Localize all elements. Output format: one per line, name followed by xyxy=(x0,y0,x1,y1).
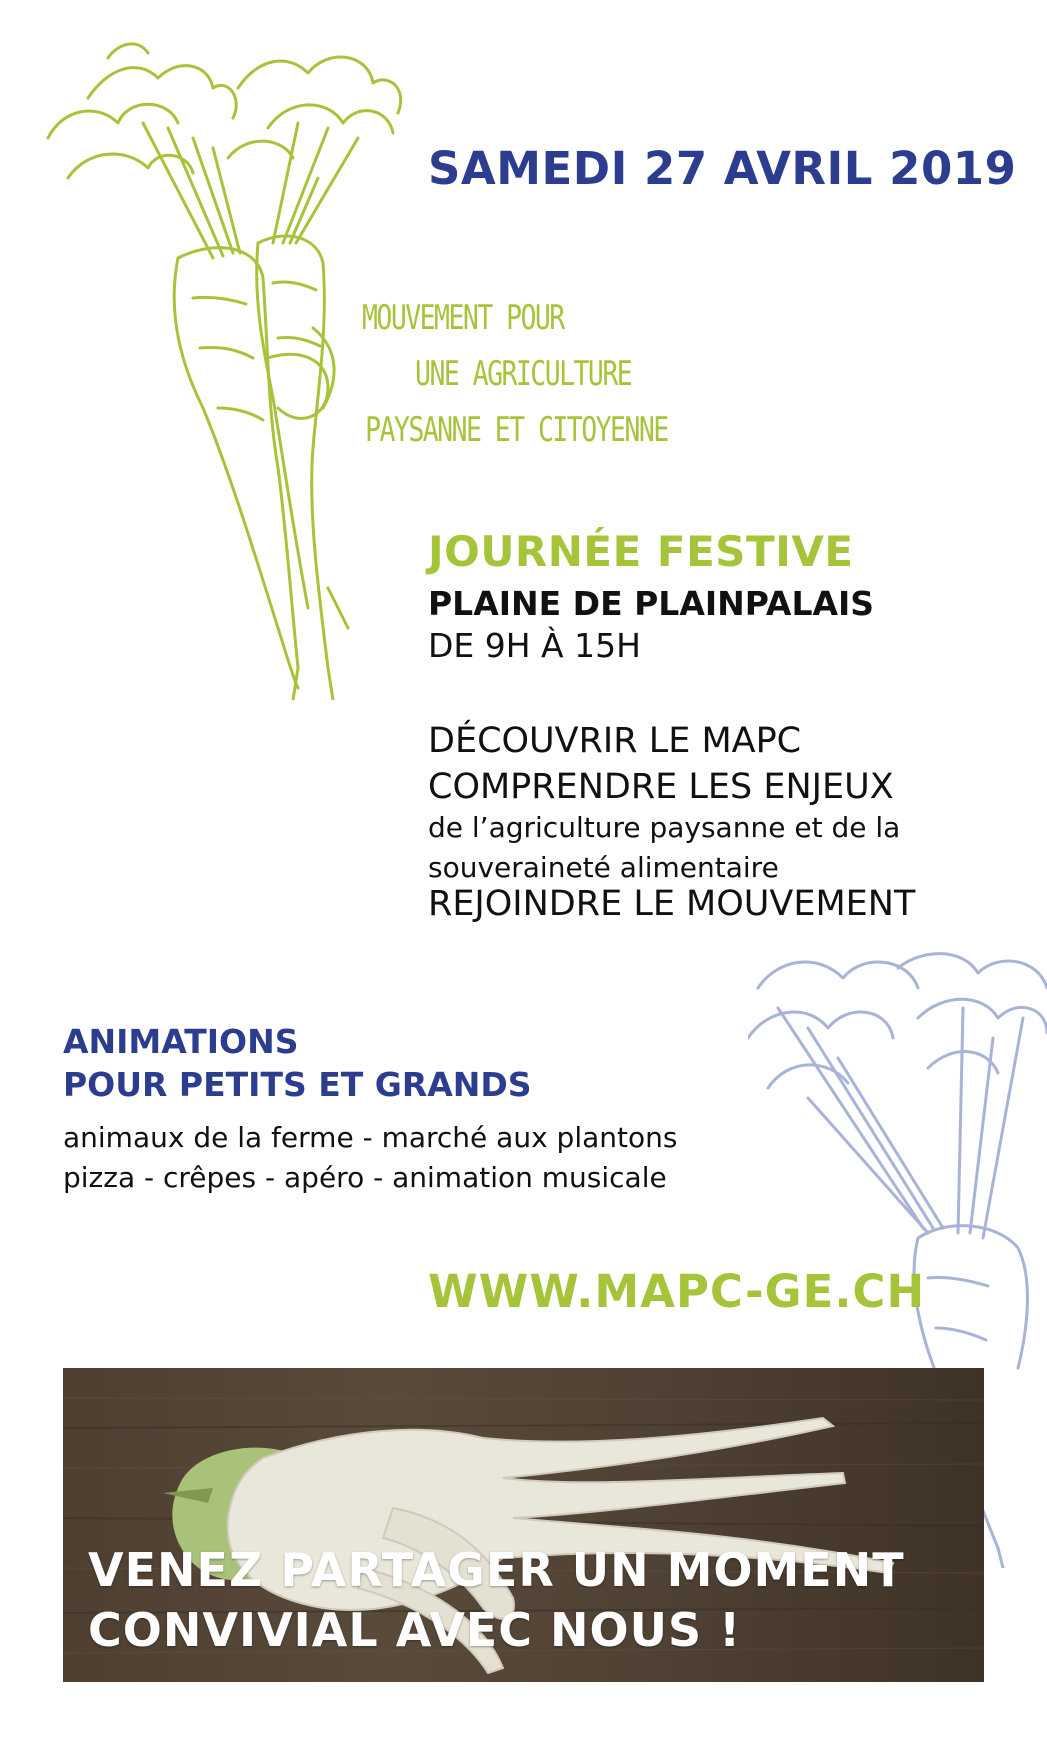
organization-line-3: PAYSANNE ET CITOYENNE xyxy=(365,410,668,450)
call-to-action-line-2: CONVIVIAL AVEC NOUS ! xyxy=(88,1603,742,1657)
goal-join: REJOINDRE LE MOUVEMENT xyxy=(428,884,916,924)
activities-title xyxy=(63,1020,532,1106)
goal-subtext-line-2: souveraineté alimentaire xyxy=(428,851,779,884)
goal-subtext-line-1: de l’agriculture paysanne et de la xyxy=(428,811,901,844)
website-link[interactable]: WWW.MAPC-GE.CH xyxy=(428,1265,926,1318)
activities-list xyxy=(63,1118,677,1198)
festival-hours: DE 9H À 15H xyxy=(428,626,641,665)
event-date: SAMEDI 27 AVRIL 2019 xyxy=(428,142,1017,195)
call-to-action xyxy=(88,1540,905,1660)
festival-title: JOURNÉE FESTIVE xyxy=(428,527,854,576)
festival-location: PLAINE DE PLAINPALAIS xyxy=(428,584,875,623)
organization-name xyxy=(362,290,668,458)
activities-list-line-2: pizza - crêpes - apéro - animation musicale xyxy=(63,1161,667,1194)
activities-title-line-2: POUR PETITS ET GRANDS xyxy=(63,1065,532,1104)
goals-subtext xyxy=(428,808,900,888)
organization-line-2: UNE AGRICULTURE xyxy=(415,354,632,394)
goal-discover: DÉCOUVRIR LE MAPC xyxy=(428,721,802,761)
organization-line-1: MOUVEMENT POUR xyxy=(362,298,564,338)
activities-title-line-1: ANIMATIONS xyxy=(63,1022,299,1061)
activities-list-line-1: animaux de la ferme - marché aux plantons xyxy=(63,1121,678,1154)
goal-understand: COMPRENDRE LES ENJEUX xyxy=(428,767,894,807)
goals-heading xyxy=(428,718,894,810)
call-to-action-line-1: VENEZ PARTAGER UN MOMENT xyxy=(88,1543,905,1597)
